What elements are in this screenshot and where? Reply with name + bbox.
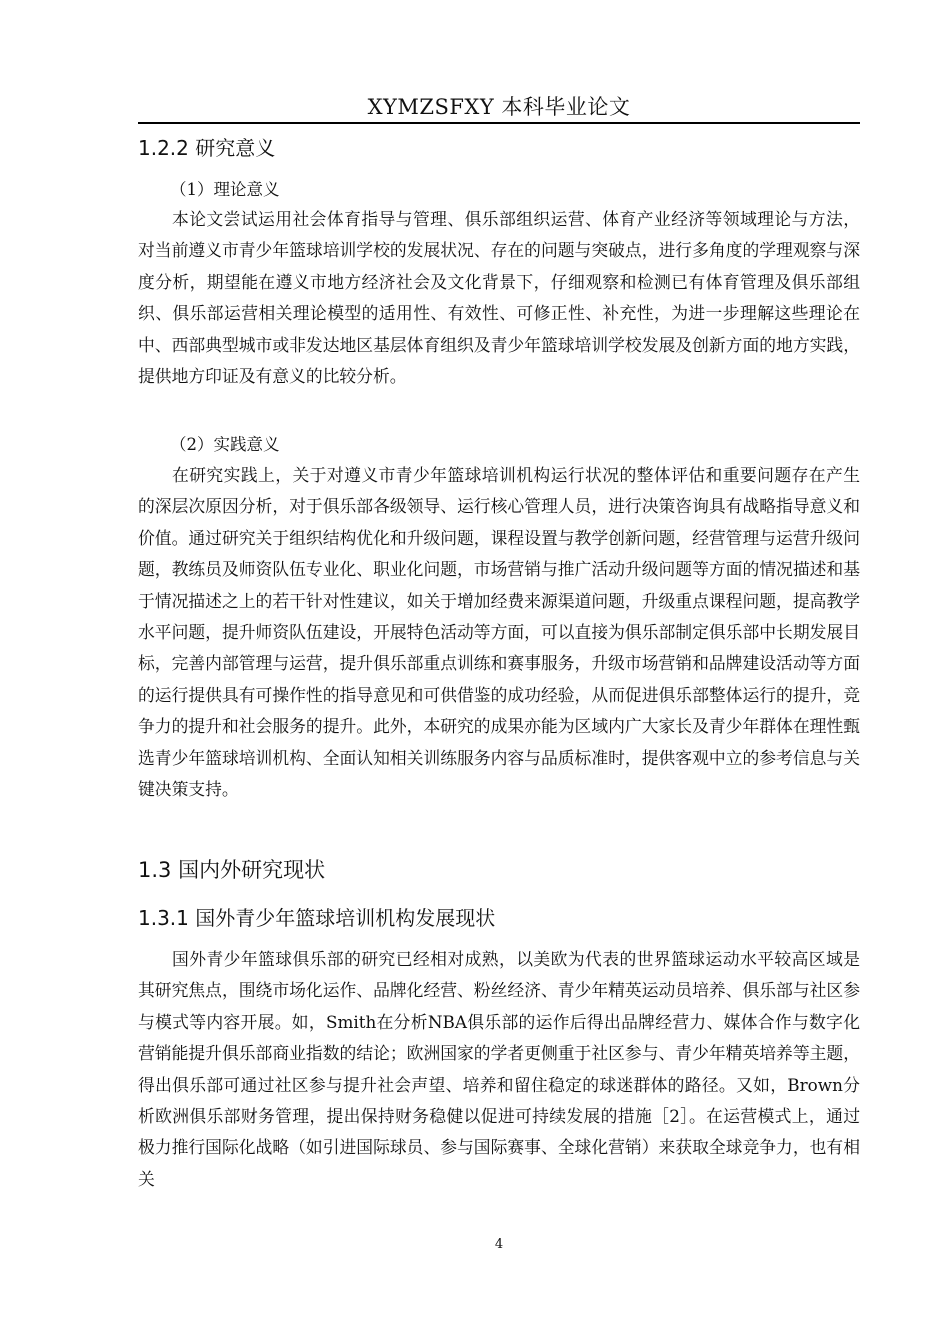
section-heading-1-3-1: 1.3.1 国外青少年篮球培训机构发展现状 <box>138 906 496 930</box>
paragraph-foreign-status: 国外青少年篮球俱乐部的研究已经相对成熟，以美欧为代表的世界篮球运动水平较高区域是其研究焦点，围绕市场化运作、品牌化经营、粉丝经济、青少年精英运动员培养、俱乐部与社区参与模式等内容开展。如，Smith在分析NBA俱乐部的运作后得出品牌经营力、媒体合作与数字化营销能提升俱乐部商业指数的结论；欧洲国家的学者更侧重于社区参与、青少年精英培养等主题，得出俱乐部可通过社区参与提升社会声望、培养和留住稳定的球迷群体的路径。又如，Brown分析欧洲俱乐部财务管理，提出保持财务稳健以促进可持续发展的措施［2］。在运营模式上，通过极力推行国际化战略（如引进国际球员、参与国际赛事、全球化营销）来获取全球竞争力，也有相关 <box>138 949 860 1189</box>
subheading-theory: （1）理论意义 <box>170 180 280 199</box>
subheading-practice: （2）实践意义 <box>170 435 280 454</box>
section-heading-1-2-2: 1.2.2 研究意义 <box>138 136 276 160</box>
page-number: 4 <box>494 1237 504 1252</box>
paragraph-practice: 在研究实践上，关于对遵义市青少年篮球培训机构运行状况的整体评估和重要问题存在产生的深层次原因分析，对于俱乐部各级领导、运行核心管理人员，进行决策咨询具有战略指导意义和价值。通过研究关于组织结构优化和升级问题，课程设置与教学创新问题，经营管理与运营升级问题，教练员及师资队伍专业化、职业化问题，市场营销与推广活动升级问题等方面的情况描述和基于情况描述之上的若干针对性建议，如关于增加经费来源渠道问题，升级重点课程问题，提高教学水平问题，提升师资队伍建设，开展特色活动等方面，可以直接为俱乐部制定俱乐部中长期发展目标，完善内部管理与运营，提升俱乐部重点训练和赛事服务，升级市场营销和品牌建设活动等方面的运行提供具有可操作性的指导意见和可供借鉴的成功经验，从而促进俱乐部整体运行的提升，竞争力的提升和社会服务的提升。此外，本研究的成果亦能为区域内广大家长及青少年群体在理性甄选青少年篮球培训机构、全面认知相关训练服务内容与品质标准时，提供客观中立的参考信息与关键决策支持。 <box>138 465 860 800</box>
running-header: XYMZSFXY 本科毕业论文 <box>367 95 631 119</box>
header-rule <box>138 122 860 124</box>
section-heading-1-3: 1.3 国内外研究现状 <box>138 858 326 882</box>
paragraph-theory: 本论文尝试运用社会体育指导与管理、俱乐部组织运营、体育产业经济等领域理论与方法，对当前遵义市青少年篮球培训学校的发展状况、存在的问题与突破点，进行多角度的学理观察与深度分析，期望能在遵义市地方经济社会及文化背景下，仔细观察和检测已有体育管理及俱乐部组织、俱乐部运营相关理论模型的适用性、有效性、可修正性、补充性，为进一步理解这些理论在中、西部典型城市或非发达地区基层体育组织及青少年篮球培训学校发展及创新方面的地方实践，提供地方印证及有意义的比较分析。 <box>138 209 860 387</box>
